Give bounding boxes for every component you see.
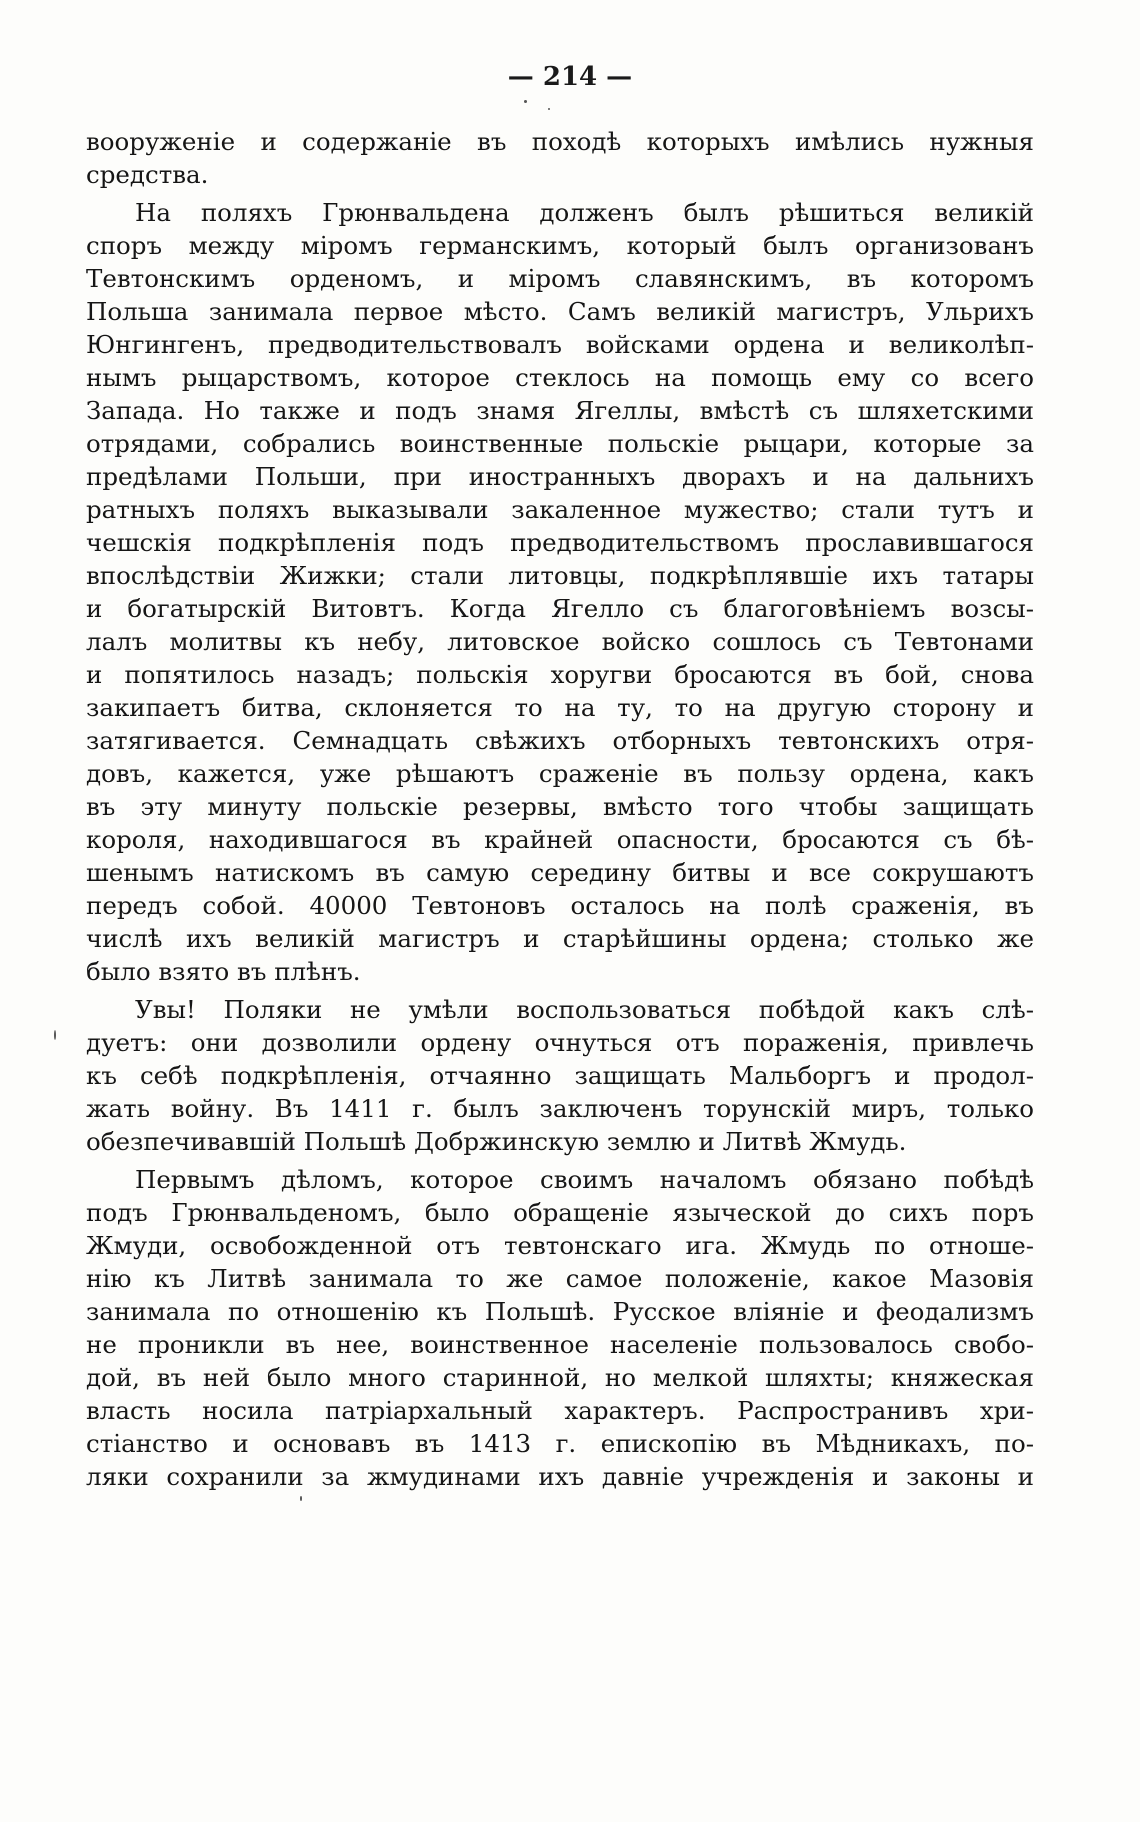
text-line: Тевтонскимъ орденомъ, и міромъ славянскимъ, въ которомъ <box>86 264 1034 293</box>
text-line: Увы! Поляки не умѣли воспользоваться побѣдой какъ слѣ- <box>135 995 1034 1024</box>
text-line: Юнгингенъ, предводительствовалъ войсками ордена и великолѣп- <box>86 330 1034 359</box>
text-line: дой, въ ней было много старинной, но мелкой шляхты; княжеская <box>86 1363 1034 1392</box>
text-line: довъ, кажется, уже рѣшаютъ сраженіе въ пользу ордена, какъ <box>86 759 1034 788</box>
text-line: и богатырскій Витовтъ. Когда Ягелло съ благоговѣніемъ возсы- <box>86 594 1034 623</box>
text-line: жать войну. Въ 1411 г. былъ заключенъ торунскій миръ, только <box>86 1094 1034 1123</box>
text-line: короля, находившагося въ крайней опасности, бросаются съ бѣ- <box>86 825 1034 854</box>
text-line: Польша занимала первое мѣсто. Самъ великій магистръ, Ульрихъ <box>86 297 1034 326</box>
text-line: къ себѣ подкрѣпленія, отчаянно защищать Мальборгъ и продол- <box>86 1061 1034 1090</box>
text-line: отрядами, собрались воинственные польскіе рыцари, которые за <box>86 429 1034 458</box>
text-line: власть носила патріархальный характеръ. Распространивъ хри- <box>86 1396 1034 1425</box>
text-line: закипаетъ битва, склоняется то на ту, то на другую сторону и <box>86 693 1034 722</box>
text-line: не проникли въ нее, воинственное населеніе пользовалось свобо- <box>86 1330 1034 1359</box>
text-line: впослѣдствіи Жижки; стали литовцы, подкрѣплявшіе ихъ татары <box>86 561 1034 590</box>
text-line: дуетъ: они дозволили ордену очнуться отъ пораженія, привлечь <box>86 1028 1034 1057</box>
page-number: — 214 — <box>507 62 633 92</box>
print-speck <box>300 1496 302 1501</box>
text-line: подъ Грюнвальденомъ, было обращеніе языческой до сихъ поръ <box>86 1198 1034 1227</box>
text-line: шенымъ натискомъ въ самую середину битвы и все сокрушаютъ <box>86 858 1034 887</box>
text-line: было взято въ плѣнъ. <box>86 957 361 986</box>
text-line: лалъ молитвы къ небу, литовское войско сошлось съ Тевтонами <box>86 627 1034 656</box>
text-line: обезпечивавшій Польшѣ Добржинскую землю и Литвѣ Жмудь. <box>86 1127 907 1156</box>
print-speck <box>548 108 550 110</box>
text-line: занимала по отношенію къ Польшѣ. Русское вліяніе и феодализмъ <box>86 1297 1034 1326</box>
text-line: числѣ ихъ великій магистръ и старѣйшины ордена; столько же <box>86 924 1034 953</box>
text-line: передъ собой. 40000 Тевтоновъ осталось на полѣ сраженія, въ <box>86 891 1034 920</box>
text-line: стіанство и основавъ въ 1413 г. епископію въ Мѣдникахъ, по- <box>86 1429 1034 1458</box>
text-line: Жмуди, освобожденной отъ тевтонскаго ига. Жмудь по отноше- <box>86 1231 1034 1260</box>
text-line: ляки сохранили за жмудинами ихъ давніе учрежденія и законы и <box>86 1462 1034 1491</box>
text-line: предѣлами Польши, при иностранныхъ дворахъ и на дальнихъ <box>86 462 1034 491</box>
text-line: Первымъ дѣломъ, которое своимъ началомъ обязано побѣдѣ <box>135 1165 1034 1194</box>
text-line: споръ между міромъ германскимъ, который былъ организованъ <box>86 231 1034 260</box>
text-line: нію къ Литвѣ занимала то же самое положеніе, какое Мазовія <box>86 1264 1034 1293</box>
print-speck <box>54 1030 56 1040</box>
text-line: Запада. Но также и подъ знамя Ягеллы, вмѣстѣ съ шляхетскими <box>86 396 1034 425</box>
text-line: въ эту минуту польскіе резервы, вмѣсто того чтобы защищать <box>86 792 1034 821</box>
text-line: средства. <box>86 160 209 189</box>
text-line: затягивается. Семнадцать свѣжихъ отборныхъ тевтонскихъ отря- <box>86 726 1034 755</box>
print-speck <box>524 100 527 103</box>
text-line: вооруженіе и содержаніе въ походѣ которыхъ имѣлись нужныя <box>86 127 1034 156</box>
text-line: ратныхъ поляхъ выказывали закаленное мужество; стали тутъ и <box>86 495 1034 524</box>
text-line: чешскія подкрѣпленія подъ предводительствомъ прославившагося <box>86 528 1034 557</box>
text-line: нымъ рыцарствомъ, которое стеклось на помощь ему со всего <box>86 363 1034 392</box>
text-line: и попятилось назадъ; польскія хоругви бросаются въ бой, снова <box>86 660 1034 689</box>
text-line: На поляхъ Грюнвальдена долженъ былъ рѣшиться великій <box>135 198 1034 227</box>
